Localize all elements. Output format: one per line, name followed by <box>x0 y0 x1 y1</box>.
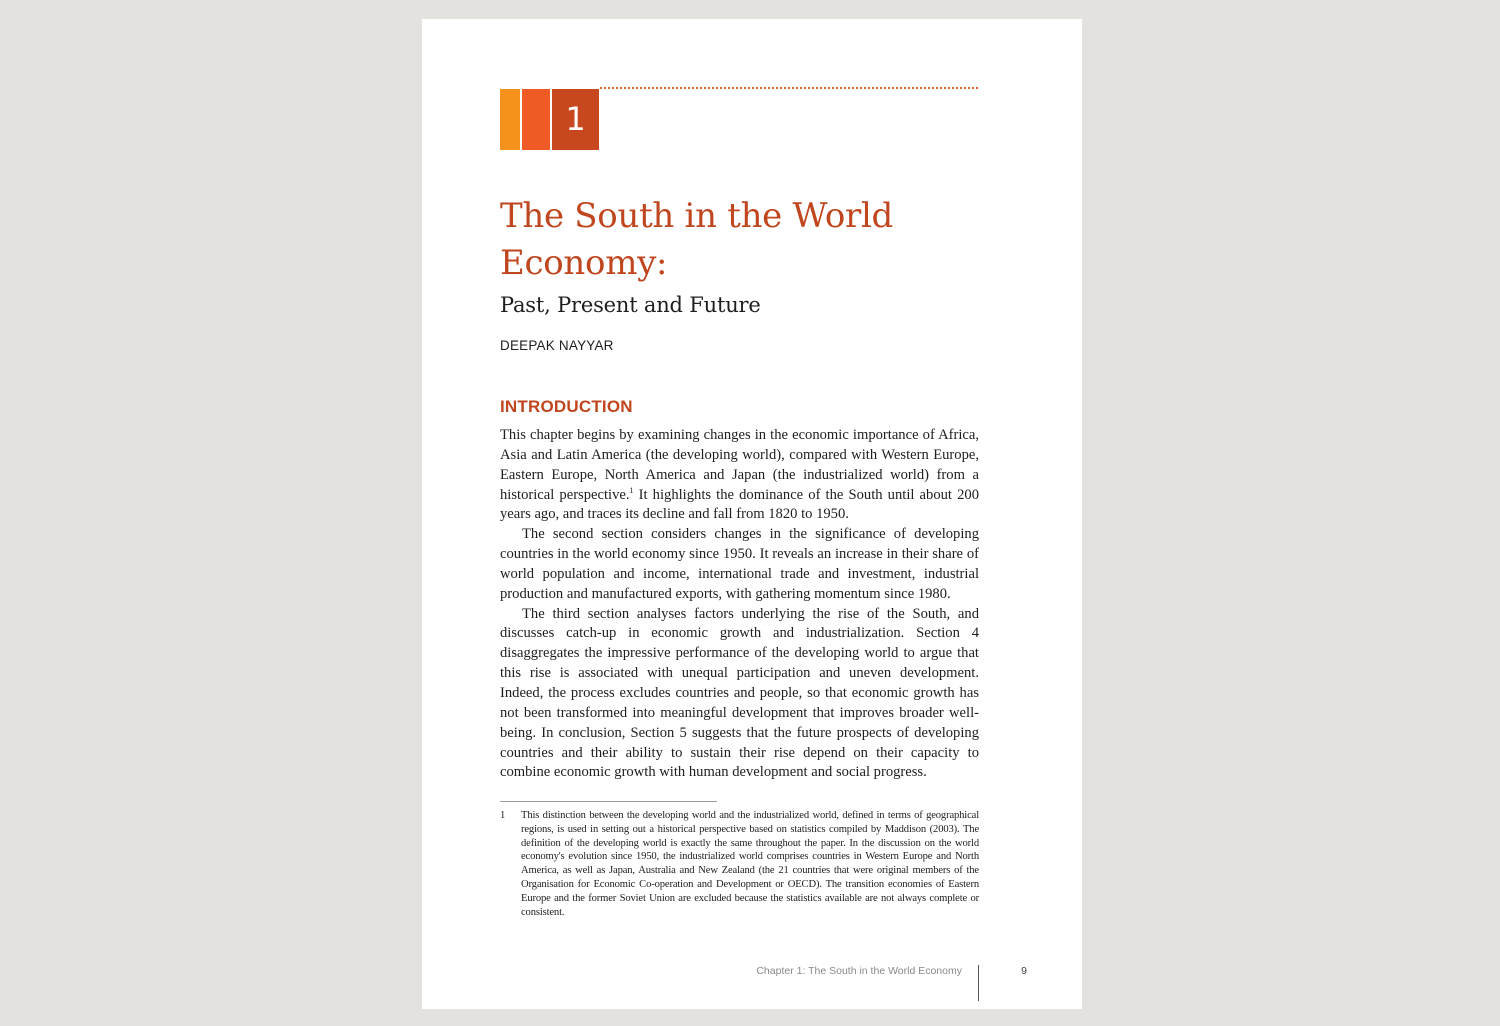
body-paragraph <box>500 426 979 525</box>
chapter-subtitle: Past, Present and Future <box>500 293 761 317</box>
chapter-author: DEEPAK NAYYAR <box>500 338 614 353</box>
page-number: 9 <box>1021 965 1027 977</box>
paragraph-text: It highlights the dominance of the South until about 200 years ago, and traces its decline and fall from 1820 to 1950. <box>500 486 979 523</box>
body-paragraph: The second section considers changes in the significance of developing countries in the world economy since 1950. It reveals an increase in their share of world population and income, international trade and investment, industrial production and manufactured exports, with gathering momentum since 1980. <box>500 526 979 602</box>
body-paragraph: The third section analyses factors underlying the rise of the South, and discusses catch-up in economic growth and industrialization. Section 4 disaggregates the impressive performance of the developing world to argue that this rise is associated with unequal participation and uneven development. Indeed, the process excludes countries and people, so that economic growth has not been transformed into meaningful development that improves broader well-being. In conclusion, Section 5 suggests that the future prospects of developing countries and their ability to sustain their rise depend on their capacity to combine economic growth with human development and social progress. <box>500 605 979 781</box>
chapter-dotted-rule <box>600 87 978 89</box>
badge-stripe-light <box>500 89 520 150</box>
document-page <box>422 19 1082 1009</box>
section-heading-introduction: INTRODUCTION <box>500 397 633 416</box>
badge-stripe-mid <box>522 89 550 150</box>
footnote <box>500 809 979 919</box>
chapter-number: 1 <box>552 89 599 150</box>
footer-divider <box>978 965 979 1001</box>
paragraph-text: This chapter begins by examining changes in the economic importance of Africa, Asia and Latin America (the developing world), compared with Western Europe, Eastern Europe, North America and Japan (the industrialized world) from a historical perspective. <box>500 427 979 503</box>
running-footer-title: Chapter 1: The South in the World Economy <box>756 965 962 977</box>
chapter-number-badge <box>500 89 599 150</box>
footnote-text: This distinction between the developing world and the industrialized world, defined in terms of geographical regions, is used in setting out a historical perspective based on statistics compiled by Maddison (2003). The definition of the developing world is exactly the same throughout the paper. In the discussion on the world economy's evolution since 1950, the industrialized world comprises countries in Western Europe and North America, as well as Japan, Australia and New Zealand (the 21 countries that were original members of the Organisation for Economic Co-operation and Development or OECD). The transition economies of Eastern Europe and the former Soviet Union are excluded because the statistics available are not always complete or consistent. <box>521 810 979 918</box>
footnote-reference[interactable]: 1 <box>629 485 634 495</box>
footnote-separator <box>500 801 717 802</box>
footnote-marker: 1 <box>500 810 506 821</box>
introduction-body <box>500 426 979 783</box>
chapter-title: The South in the World Economy: <box>500 196 893 283</box>
